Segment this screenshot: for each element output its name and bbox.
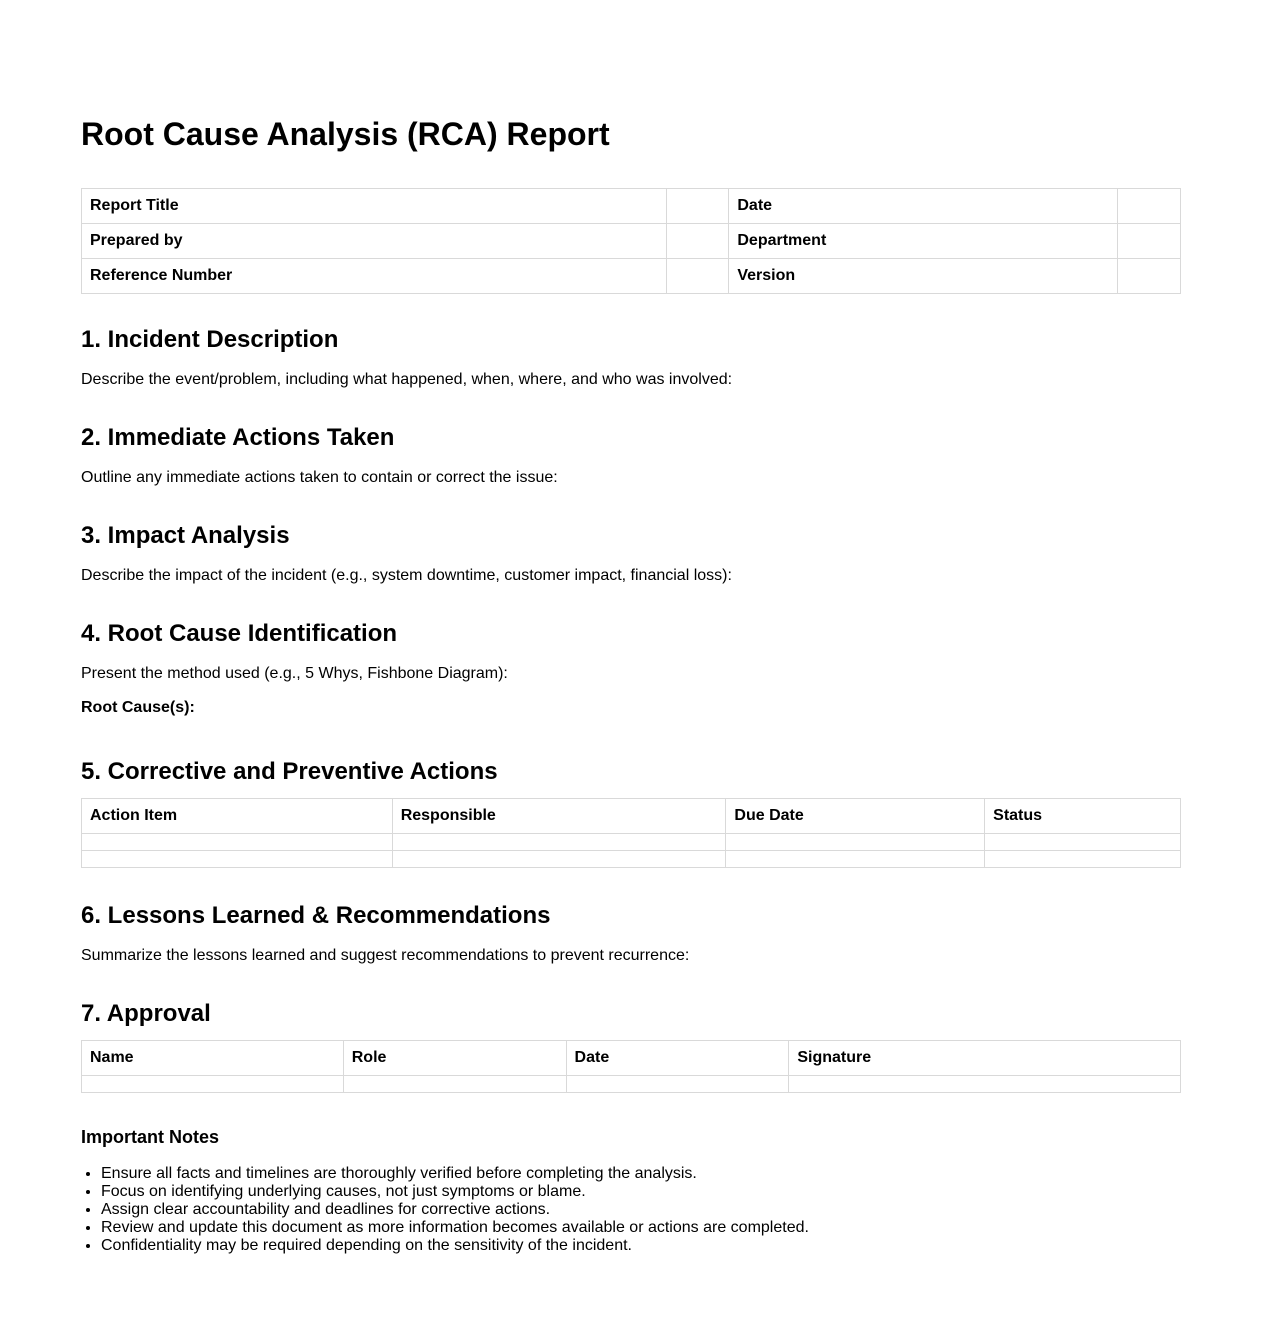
table-cell[interactable] [985,834,1181,851]
table-cell[interactable] [82,834,393,851]
report-title-label: Report Title [82,189,667,224]
reference-number-value[interactable] [667,259,729,294]
date-label: Date [729,189,1118,224]
reference-number-label: Reference Number [82,259,667,294]
version-value[interactable] [1118,259,1181,294]
corrective-actions-table [81,798,1181,868]
section-heading-root-cause: 4. Root Cause Identification [81,620,398,647]
section-heading-incident-description: 1. Incident Description [81,326,339,353]
column-header-role: Role [343,1041,566,1076]
column-header-status: Status [985,799,1181,834]
section-text-impact-analysis: Describe the impact of the incident (e.g., system downtime, customer impact, financial loss): [81,567,732,584]
root-cause-label: Root Cause(s): [81,699,195,716]
section-heading-approval: 7. Approval [81,1000,211,1027]
section-heading-immediate-actions: 2. Immediate Actions Taken [81,424,395,451]
report-title-value[interactable] [667,189,729,224]
table-cell[interactable] [985,851,1181,868]
section-text-immediate-actions: Outline any immediate actions taken to contain or correct the issue: [81,469,558,486]
column-header-action-item: Action Item [82,799,393,834]
section-heading-impact-analysis: 3. Impact Analysis [81,522,290,549]
list-item: • Confidentiality may be required depending on the sensitivity of the incident. [101,1237,1181,1255]
table-cell[interactable] [392,851,726,868]
table-row [82,189,1181,224]
section-text-incident-description: Describe the event/problem, including what happened, when, where, and who was involved: [81,371,733,388]
table-row [82,851,1181,868]
list-item: • Review and update this document as more information becomes available or actions are completed. [101,1219,1181,1237]
section-heading-corrective-actions: 5. Corrective and Preventive Actions [81,758,498,785]
page-title: Root Cause Analysis (RCA) Report [81,116,610,152]
department-value[interactable] [1118,224,1181,259]
list-item: • Assign clear accountability and deadlines for corrective actions. [101,1201,1181,1219]
column-header-responsible: Responsible [392,799,726,834]
date-value[interactable] [1118,189,1181,224]
table-row [82,259,1181,294]
report-info-table [81,188,1181,294]
table-cell[interactable] [566,1076,789,1093]
table-row [82,1076,1181,1093]
important-notes-list [81,1165,1181,1255]
table-cell[interactable] [82,851,393,868]
table-cell[interactable] [726,851,985,868]
column-header-due-date: Due Date [726,799,985,834]
approval-table [81,1040,1181,1093]
table-row [82,224,1181,259]
table-cell[interactable] [726,834,985,851]
table-cell[interactable] [789,1076,1181,1093]
table-row [82,834,1181,851]
table-header-row [82,799,1181,834]
table-cell[interactable] [343,1076,566,1093]
column-header-name: Name [82,1041,344,1076]
column-header-signature: Signature [789,1041,1181,1076]
important-notes-heading: Important Notes [81,1127,220,1147]
table-cell[interactable] [82,1076,344,1093]
section-text-root-cause: Present the method used (e.g., 5 Whys, Fishbone Diagram): [81,665,508,682]
prepared-by-label: Prepared by [82,224,667,259]
table-cell[interactable] [392,834,726,851]
list-item: • Focus on identifying underlying causes, not just symptoms or blame. [101,1183,1181,1201]
column-header-date: Date [566,1041,789,1076]
prepared-by-value[interactable] [667,224,729,259]
department-label: Department [729,224,1118,259]
document-page [81,0,1181,1255]
list-item: • Ensure all facts and timelines are thoroughly verified before completing the analysis. [101,1165,1181,1183]
table-header-row [82,1041,1181,1076]
version-label: Version [729,259,1118,294]
section-text-lessons-learned: Summarize the lessons learned and suggest recommendations to prevent recurrence: [81,947,690,964]
section-heading-lessons-learned: 6. Lessons Learned & Recommendations [81,902,551,929]
